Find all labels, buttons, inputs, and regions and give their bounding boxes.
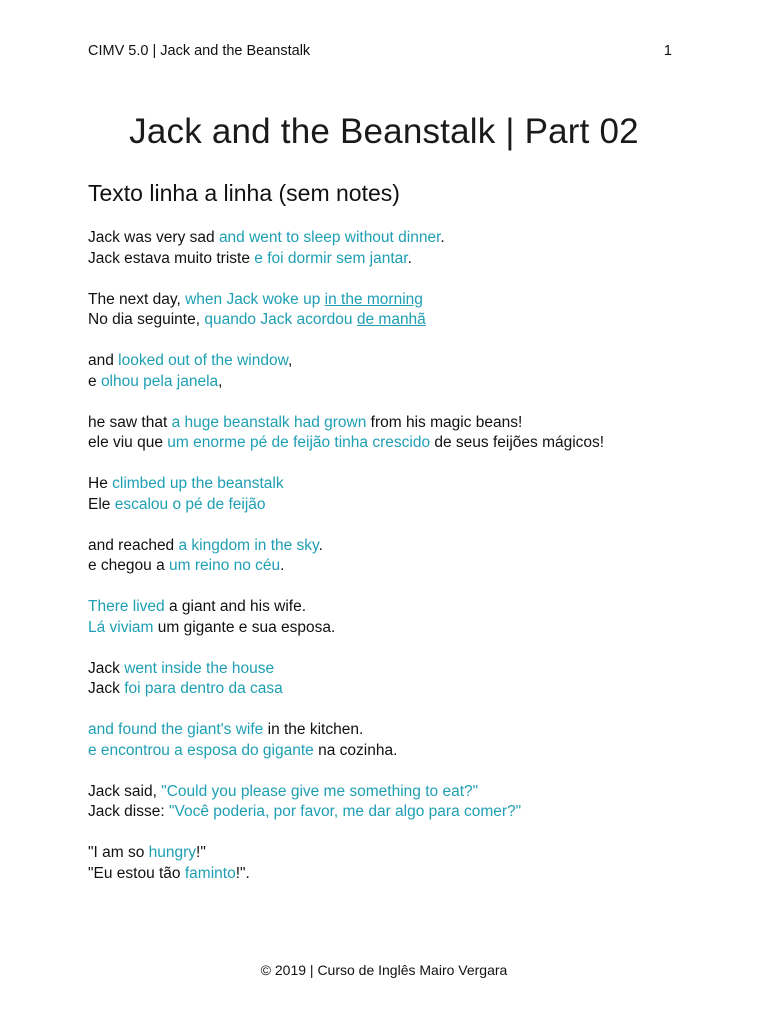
plain-text: ele viu que	[88, 434, 168, 451]
english-line	[88, 536, 688, 557]
portuguese-line	[88, 802, 688, 823]
plain-text: and	[88, 352, 119, 369]
page-footer: © 2019 | Curso de Inglês Mairo Vergara	[260, 962, 508, 978]
plain-text: Ele	[88, 495, 115, 513]
portuguese-line	[88, 618, 688, 639]
portuguese-line	[88, 556, 688, 577]
highlighted-phrase: a huge beanstalk had grown	[171, 413, 367, 431]
english-line	[88, 228, 688, 249]
sentence-pair	[88, 536, 688, 577]
highlighted-phrase: when Jack woke up	[185, 290, 321, 308]
sentence-pair	[88, 474, 688, 515]
plain-text: !".	[235, 864, 250, 882]
highlighted-phrase: and found the giant's wife	[88, 721, 264, 738]
plain-text: Jack said,	[88, 782, 162, 800]
page-header	[88, 43, 680, 63]
plain-text: .	[440, 229, 445, 246]
highlighted-phrase: Lá viviam	[88, 618, 154, 636]
sentence-pair	[88, 351, 688, 392]
highlighted-phrase: climbed up the beanstalk	[112, 475, 284, 492]
plain-text: Jack	[88, 680, 125, 697]
highlighted-phrase: a kingdom in the sky	[178, 536, 319, 554]
plain-text: Jack disse:	[88, 803, 169, 820]
sentence-pair	[88, 290, 688, 331]
plain-text: Jack was very sad	[88, 229, 219, 246]
plain-text: a giant and his wife.	[164, 598, 306, 615]
plain-text: and reached	[88, 536, 179, 554]
highlighted-phrase: There lived	[88, 598, 165, 615]
highlighted-phrase: went inside the house	[124, 659, 275, 677]
plain-text: de seus feijões mágicos!	[430, 434, 605, 451]
highlighted-phrase: um enorme pé de feijão tinha crescido	[167, 434, 431, 451]
plain-text: !"	[196, 844, 206, 861]
english-line	[88, 290, 688, 311]
highlighted-phrase: "Could you please give me something to eat?"	[161, 782, 479, 800]
plain-text: .	[318, 536, 323, 554]
english-line	[88, 413, 688, 434]
portuguese-line	[88, 372, 688, 393]
english-line	[88, 351, 688, 372]
plain-text: The next day,	[88, 290, 186, 308]
highlighted-phrase: "Você poderia, por favor, me dar algo para comer?"	[168, 803, 522, 820]
highlighted-phrase: escalou o pé de feijão	[114, 495, 266, 513]
portuguese-line	[88, 433, 688, 454]
english-line	[88, 843, 688, 864]
sentence-pair	[88, 782, 688, 823]
highlighted-phrase: e encontrou a esposa do gigante	[88, 741, 314, 759]
line-by-line-text	[88, 228, 688, 905]
sentence-pair	[88, 228, 688, 269]
plain-text: "Eu estou tão	[88, 864, 185, 882]
plain-text: Jack	[88, 659, 125, 677]
plain-text: .	[280, 557, 285, 574]
section-title: Texto linha a linha (sem notes)	[88, 180, 400, 206]
highlighted-phrase: quando Jack acordou	[204, 311, 353, 328]
plain-text: um gigante e sua esposa.	[153, 618, 336, 636]
plain-text: ,	[218, 372, 223, 390]
portuguese-line	[88, 741, 688, 762]
plain-text: he saw that	[88, 413, 172, 431]
sentence-pair	[88, 413, 688, 454]
plain-text: ,	[287, 352, 293, 369]
highlighted-phrase: hungry	[148, 844, 197, 861]
plain-text: in the kitchen.	[263, 721, 364, 738]
plain-text: na cozinha.	[313, 741, 398, 759]
plain-text: "I am so	[88, 844, 149, 861]
highlighted-phrase: de manhã	[356, 311, 426, 328]
english-line	[88, 474, 688, 495]
plain-text: He	[88, 475, 113, 492]
english-line	[88, 659, 688, 680]
plain-text: e	[88, 372, 101, 390]
document-title: Jack and the Beanstalk | Part 02	[129, 112, 639, 151]
highlighted-phrase: in the morning	[324, 290, 423, 308]
portuguese-line	[88, 864, 688, 885]
english-line	[88, 720, 688, 741]
highlighted-phrase: foi para dentro da casa	[124, 680, 283, 697]
highlighted-phrase: um reino no céu	[169, 557, 281, 574]
plain-text: Jack estava muito triste	[88, 249, 255, 267]
page-number: 1	[663, 43, 672, 59]
header-title: CIMV 5.0 | Jack and the Beanstalk	[88, 43, 311, 59]
highlighted-phrase: and went to sleep without dinner	[218, 229, 441, 246]
portuguese-line	[88, 679, 688, 700]
highlighted-phrase: faminto	[184, 864, 236, 882]
highlighted-phrase: e foi dormir sem jantar	[254, 249, 408, 267]
highlighted-phrase: olhou pela janela	[100, 372, 219, 390]
portuguese-line	[88, 249, 688, 270]
portuguese-line	[88, 495, 688, 516]
highlighted-phrase: looked out of the window	[118, 352, 288, 369]
english-line	[88, 597, 688, 618]
sentence-pair	[88, 597, 688, 638]
sentence-pair	[88, 659, 688, 700]
plain-text: .	[407, 249, 412, 267]
sentence-pair	[88, 720, 688, 761]
plain-text: from his magic beans!	[366, 413, 523, 431]
plain-text: e chegou a	[88, 557, 170, 574]
sentence-pair	[88, 843, 688, 884]
english-line	[88, 782, 688, 803]
plain-text: No dia seguinte,	[88, 311, 205, 328]
portuguese-line	[88, 310, 688, 331]
